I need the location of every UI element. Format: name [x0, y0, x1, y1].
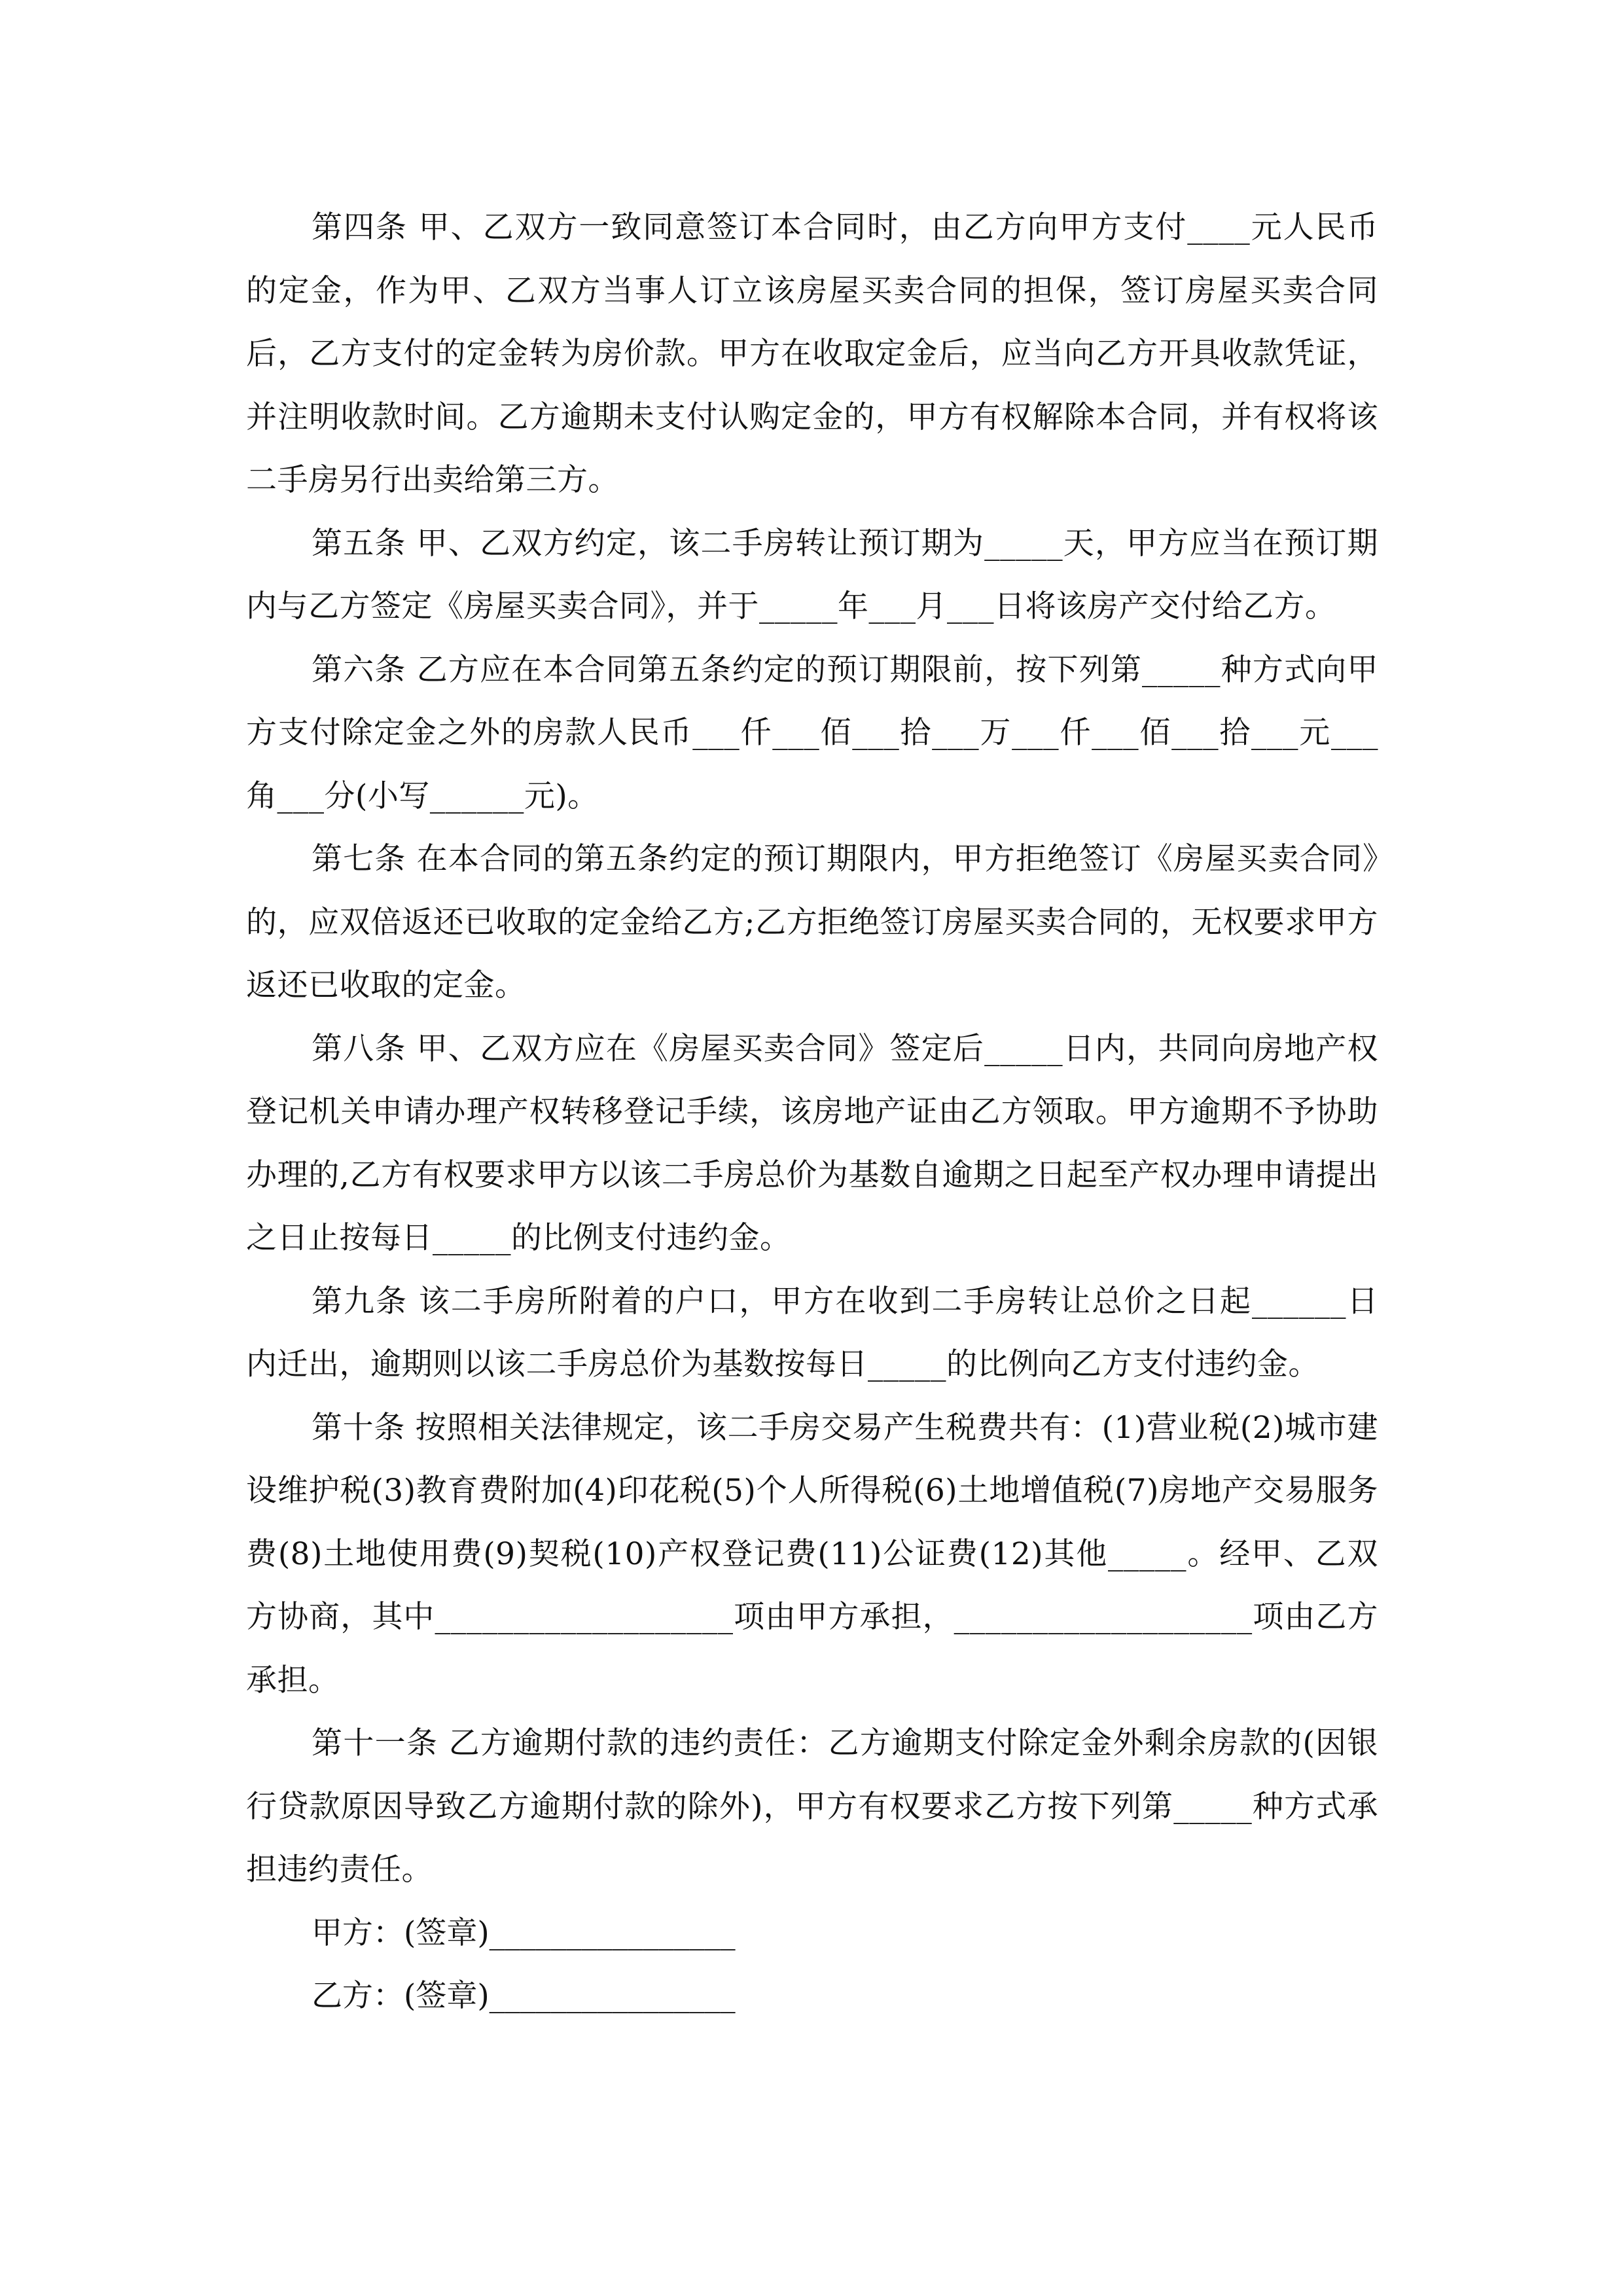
article-4-paragraph: 第四条 甲、乙双方一致同意签订本合同时，由乙方向甲方支付____元人民币的定金，作为甲、乙双方当事人订立该房屋买卖合同的担保，签订房屋买卖合同后，乙方支付的定金转为房价款。甲方在收取定金后，应当向乙方开具收款凭证，并注明收款时间。乙方逾期未支付认购定金的，甲方有权解除本合同，并有权将该二手房另行出卖给第三方。	[246, 209, 1378, 498]
article-10-paragraph: 第十条 按照相关法律规定，该二手房交易产生税费共有：(1)营业税(2)城市建设维护税(3)教育费附加(4)印花税(5)个人所得税(6)土地增值税(7)房地产交易服务费(8)土地使用费(9)契税(10)产权登记费(11)公证费(12)其他_____。经甲、乙双方协商，其中___________________项由甲方承担，___________________项由乙方承担。	[246, 1409, 1378, 1698]
article-7-paragraph: 第七条 在本合同的第五条约定的预订期限内，甲方拒绝签订《房屋买卖合同》的，应双倍返还已收取的定金给乙方;乙方拒绝签订房屋买卖合同的，无权要求甲方返还已收取的定金。	[246, 841, 1378, 1003]
party-a-signature-line: 甲方：(签章)________________	[312, 1914, 736, 1951]
party-b-signature-line: 乙方：(签章)________________	[312, 1978, 736, 2014]
article-6-paragraph: 第六条 乙方应在本合同第五条约定的预订期限前，按下列第_____种方式向甲方支付除定金之外的房款人民币___仟___佰___拾___万___仟___佰___拾___元___角___分(小写______元)。	[246, 651, 1378, 814]
article-5-paragraph: 第五条 甲、乙双方约定，该二手房转让预订期为_____天，甲方应当在预订期内与乙方签定《房屋买卖合同》，并于_____年___月___日将该房产交付给乙方。	[246, 525, 1378, 624]
contract-body	[246, 196, 1378, 2028]
article-9-paragraph: 第九条 该二手房所附着的户口，甲方在收到二手房转让总价之日起______日内迁出，逾期则以该二手房总价为基数按每日_____的比例向乙方支付违约金。	[246, 1283, 1378, 1382]
article-11-paragraph: 第十一条 乙方逾期付款的违约责任：乙方逾期支付除定金外剩余房款的(因银行贷款原因导致乙方逾期付款的除外)，甲方有权要求乙方按下列第_____种方式承担违约责任。	[246, 1725, 1378, 1888]
article-8-paragraph: 第八条 甲、乙双方应在《房屋买卖合同》签定后_____日内，共同向房地产权登记机关申请办理产权转移登记手续，该房地产证由乙方领取。甲方逾期不予协助办理的,乙方有权要求甲方以该二手房总价为基数自逾期之日起至产权办理申请提出之日止按每日_____的比例支付违约金。	[246, 1030, 1378, 1256]
